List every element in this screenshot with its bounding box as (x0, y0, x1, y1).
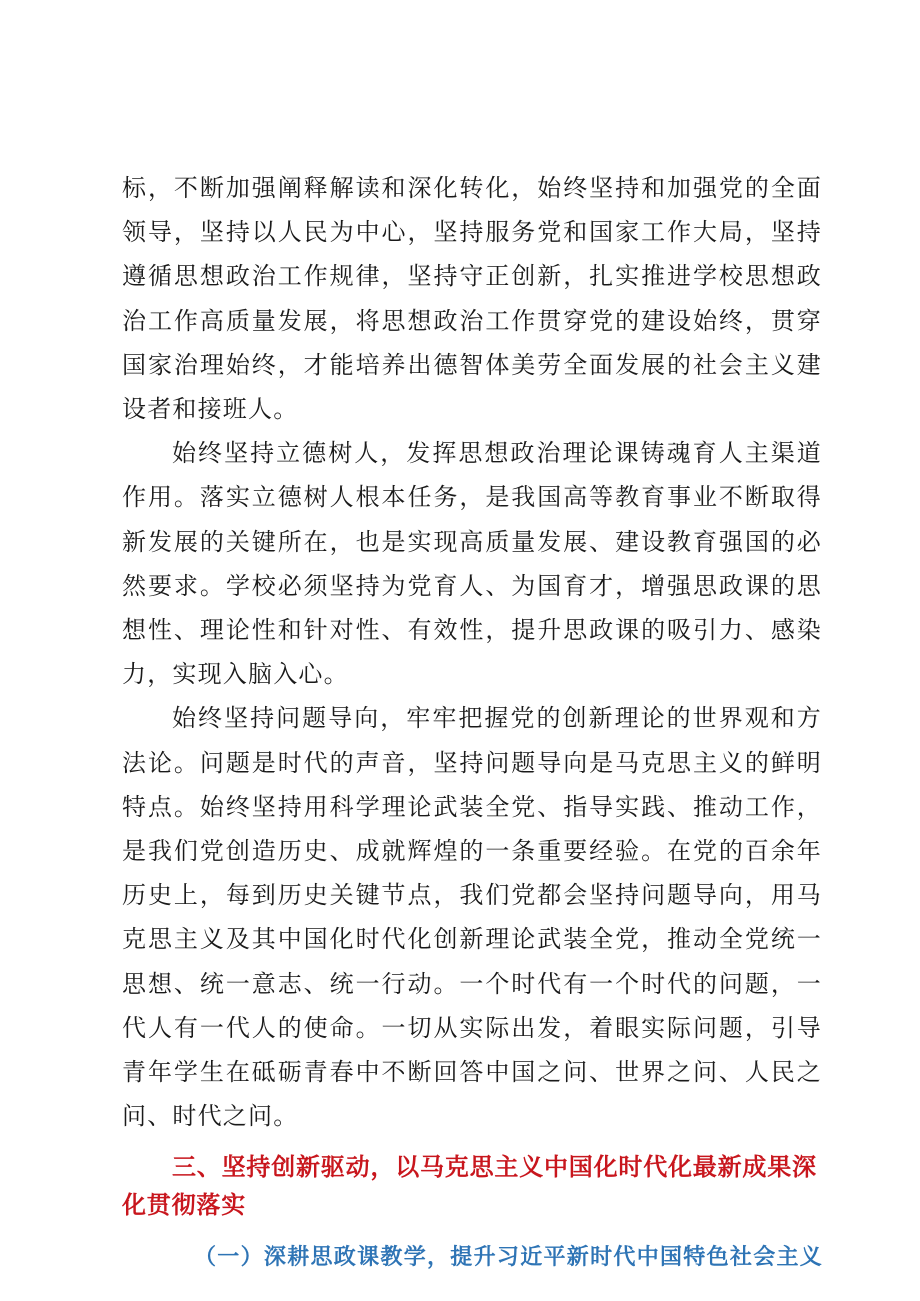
paragraph-problem-orientation: 始终坚持问题导向，牢牢把握党的创新理论的世界观和方法论。问题是时代的声音，坚持问题导向是马克思主义的鲜明特点。始终坚持用科学理论武装全党、指导实践、推动工作，是我们党创造历史、成就辉煌的一条重要经验。在党的百余年历史上，每到历史关键节点，我们党都会坚持问题导向，用马克思主义及其中国化时代化创新理论武装全党，推动全党统一思想、统一意志、统一行动。一个时代有一个时代的问题，一代人有一代人的使命。一切从实际出发，着眼实际问题，引导青年学生在砥砺青春中不断回答中国之问、世界之问、人民之问、时代之问。 (122, 704, 822, 1131)
document-body (122, 166, 822, 1272)
paragraph-continuation: 标，不断加强阐释解读和深化转化，始终坚持和加强党的全面领导，坚持以人民为中心，坚持服务党和国家工作大局，坚持遵循思想政治工作规律，坚持守正创新，扎实推进学校思想政治工作高质量发展，将思想政治工作贯穿党的建设始终，贯穿国家治理始终，才能培养出德智体美劳全面发展的社会主义建设者和接班人。 (122, 174, 822, 424)
subsection-heading: （一）深耕思政课教学，提升习近平新时代中国特色社会主义 (194, 1244, 824, 1271)
section-heading: 三、坚持创新驱动，以马克思主义中国化时代化最新成果深化贯彻落实 (122, 1153, 817, 1220)
paragraph-lide-shuren: 始终坚持立德树人，发挥思想政治理论课铸魂育人主渠道作用。落实立德树人根本任务，是我国高等教育事业不断取得新发展的关键所在，也是实现高质量发展、建设教育强国的必然要求。学校必须坚持为党育人、为国育才，增强思政课的思想性、理论性和针对性、有效性，提升思政课的吸引力、感染力，实现入脑入心。 (122, 439, 822, 689)
